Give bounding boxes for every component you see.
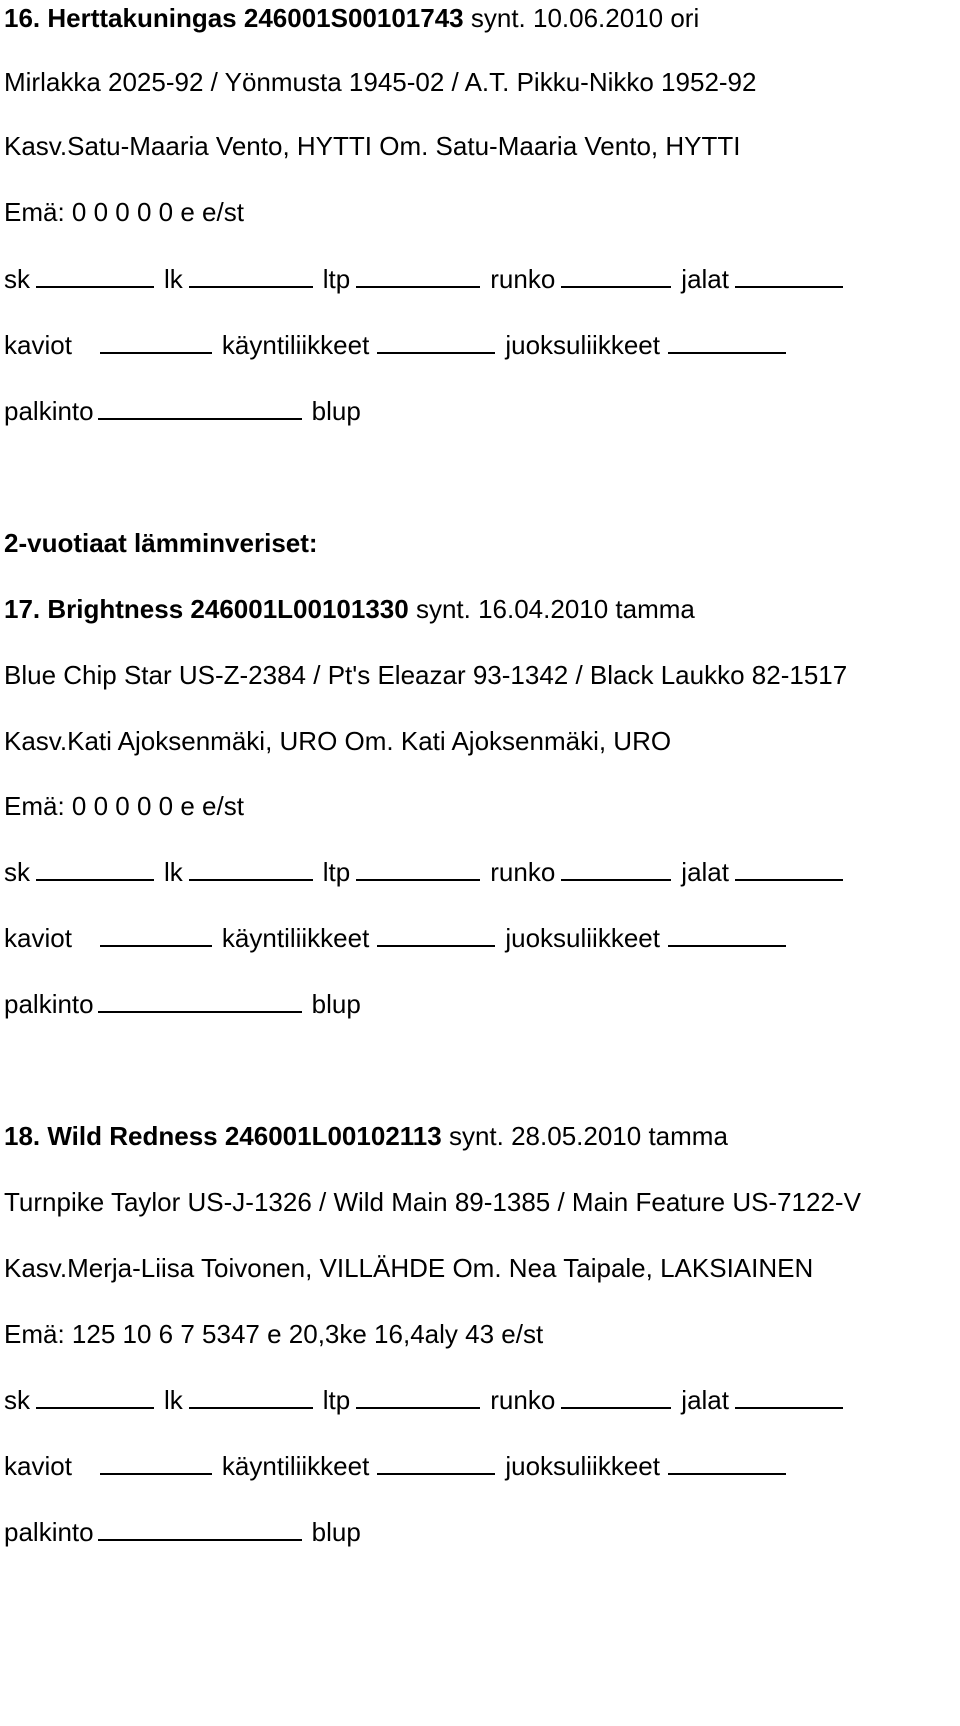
juoksuliikkeet-field[interactable]	[668, 330, 786, 354]
runko-field[interactable]	[561, 1385, 671, 1409]
horse-17-score-row-2	[4, 923, 786, 953]
runko-field[interactable]	[561, 264, 671, 288]
horse-18-pedigree: Turnpike Taylor US-J-1326 / Wild Main 89-1385 / Main Feature US-7122-V	[4, 1187, 861, 1217]
label-sk: sk	[4, 264, 30, 294]
label-kaviot: kaviot	[4, 1451, 72, 1481]
label-blup: blup	[311, 989, 361, 1019]
horse-16-pedigree: Mirlakka 2025-92 / Yönmusta 1945-02 / A.T. Pikku-Nikko 1952-92	[4, 67, 757, 97]
horse-16-score-row-2	[4, 330, 786, 360]
palkinto-field[interactable]	[98, 989, 302, 1013]
ltp-field[interactable]	[356, 264, 480, 288]
sk-field[interactable]	[36, 857, 154, 881]
kayntiliikkeet-field[interactable]	[377, 330, 495, 354]
label-ltp: ltp	[322, 1385, 351, 1415]
jalat-field[interactable]	[735, 1385, 843, 1409]
label-ltp: ltp	[322, 264, 351, 294]
label-palkinto: palkinto	[4, 989, 94, 1019]
kayntiliikkeet-field[interactable]	[377, 923, 495, 947]
label-kayntiliikkeet: käyntiliikkeet	[221, 923, 370, 953]
horse-16-score-row-1	[4, 264, 843, 294]
horse-17-details: synt. 16.04.2010 tamma	[408, 594, 695, 624]
label-sk: sk	[4, 1385, 30, 1415]
label-palkinto: palkinto	[4, 396, 94, 426]
label-runko: runko	[490, 1385, 556, 1415]
horse-17-breeder-owner: Kasv.Kati Ajoksenmäki, URO Om. Kati Ajoksenmäki, URO	[4, 726, 672, 756]
horse-17-score-row-3	[4, 989, 361, 1019]
palkinto-field[interactable]	[98, 1517, 302, 1541]
label-lk: lk	[164, 1385, 183, 1415]
label-blup: blup	[311, 396, 361, 426]
horse-18-score-row-1	[4, 1385, 843, 1415]
horse-17-title	[4, 594, 695, 624]
horse-17-score-row-1	[4, 857, 843, 887]
horse-17-dam-record: Emä: 0 0 0 0 0 e e/st	[4, 791, 244, 821]
jalat-field[interactable]	[735, 857, 843, 881]
sk-field[interactable]	[36, 1385, 154, 1409]
horse-18-title	[4, 1121, 728, 1151]
label-juoksuliikkeet: juoksuliikkeet	[505, 1451, 660, 1481]
label-juoksuliikkeet: juoksuliikkeet	[505, 923, 660, 953]
juoksuliikkeet-field[interactable]	[668, 923, 786, 947]
ltp-field[interactable]	[356, 857, 480, 881]
horse-16-title	[4, 3, 699, 33]
horse-16-breeder-owner: Kasv.Satu-Maaria Vento, HYTTI Om. Satu-Maaria Vento, HYTTI	[4, 131, 741, 161]
label-runko: runko	[490, 264, 556, 294]
horse-16-score-row-3	[4, 396, 361, 426]
kaviot-field[interactable]	[100, 330, 212, 354]
horse-18-details: synt. 28.05.2010 tamma	[441, 1121, 728, 1151]
horse-16-name: 16. Herttakuningas 246001S00101743	[4, 3, 464, 33]
label-lk: lk	[164, 857, 183, 887]
label-lk: lk	[164, 264, 183, 294]
section-heading: 2-vuotiaat lämminveriset:	[4, 528, 318, 558]
horse-17-name: 17. Brightness 246001L00101330	[4, 594, 409, 624]
label-palkinto: palkinto	[4, 1517, 94, 1547]
horse-18-breeder-owner: Kasv.Merja-Liisa Toivonen, VILLÄHDE Om. Nea Taipale, LAKSIAINEN	[4, 1253, 814, 1283]
runko-field[interactable]	[561, 857, 671, 881]
horse-16-details: synt. 10.06.2010 ori	[463, 3, 700, 33]
ltp-field[interactable]	[356, 1385, 480, 1409]
lk-field[interactable]	[189, 857, 313, 881]
label-kayntiliikkeet: käyntiliikkeet	[221, 330, 370, 360]
label-blup: blup	[311, 1517, 361, 1547]
label-runko: runko	[490, 857, 556, 887]
horse-16-dam-record: Emä: 0 0 0 0 0 e e/st	[4, 197, 244, 227]
label-sk: sk	[4, 857, 30, 887]
label-ltp: ltp	[322, 857, 351, 887]
palkinto-field[interactable]	[98, 396, 302, 420]
juoksuliikkeet-field[interactable]	[668, 1451, 786, 1475]
lk-field[interactable]	[189, 264, 313, 288]
horse-18-dam-record: Emä: 125 10 6 7 5347 e 20,3ke 16,4aly 43 e/st	[4, 1319, 544, 1349]
horse-17-pedigree: Blue Chip Star US-Z-2384 / Pt's Eleazar 93-1342 / Black Laukko 82-1517	[4, 660, 848, 690]
horse-18-name: 18. Wild Redness 246001L00102113	[4, 1121, 442, 1151]
label-juoksuliikkeet: juoksuliikkeet	[505, 330, 660, 360]
label-jalat: jalat	[681, 264, 729, 294]
sk-field[interactable]	[36, 264, 154, 288]
label-jalat: jalat	[681, 1385, 729, 1415]
label-kaviot: kaviot	[4, 923, 72, 953]
label-kaviot: kaviot	[4, 330, 72, 360]
jalat-field[interactable]	[735, 264, 843, 288]
kaviot-field[interactable]	[100, 1451, 212, 1475]
kaviot-field[interactable]	[100, 923, 212, 947]
label-jalat: jalat	[681, 857, 729, 887]
horse-18-score-row-3	[4, 1517, 361, 1547]
horse-18-score-row-2	[4, 1451, 786, 1481]
lk-field[interactable]	[189, 1385, 313, 1409]
kayntiliikkeet-field[interactable]	[377, 1451, 495, 1475]
label-kayntiliikkeet: käyntiliikkeet	[221, 1451, 370, 1481]
